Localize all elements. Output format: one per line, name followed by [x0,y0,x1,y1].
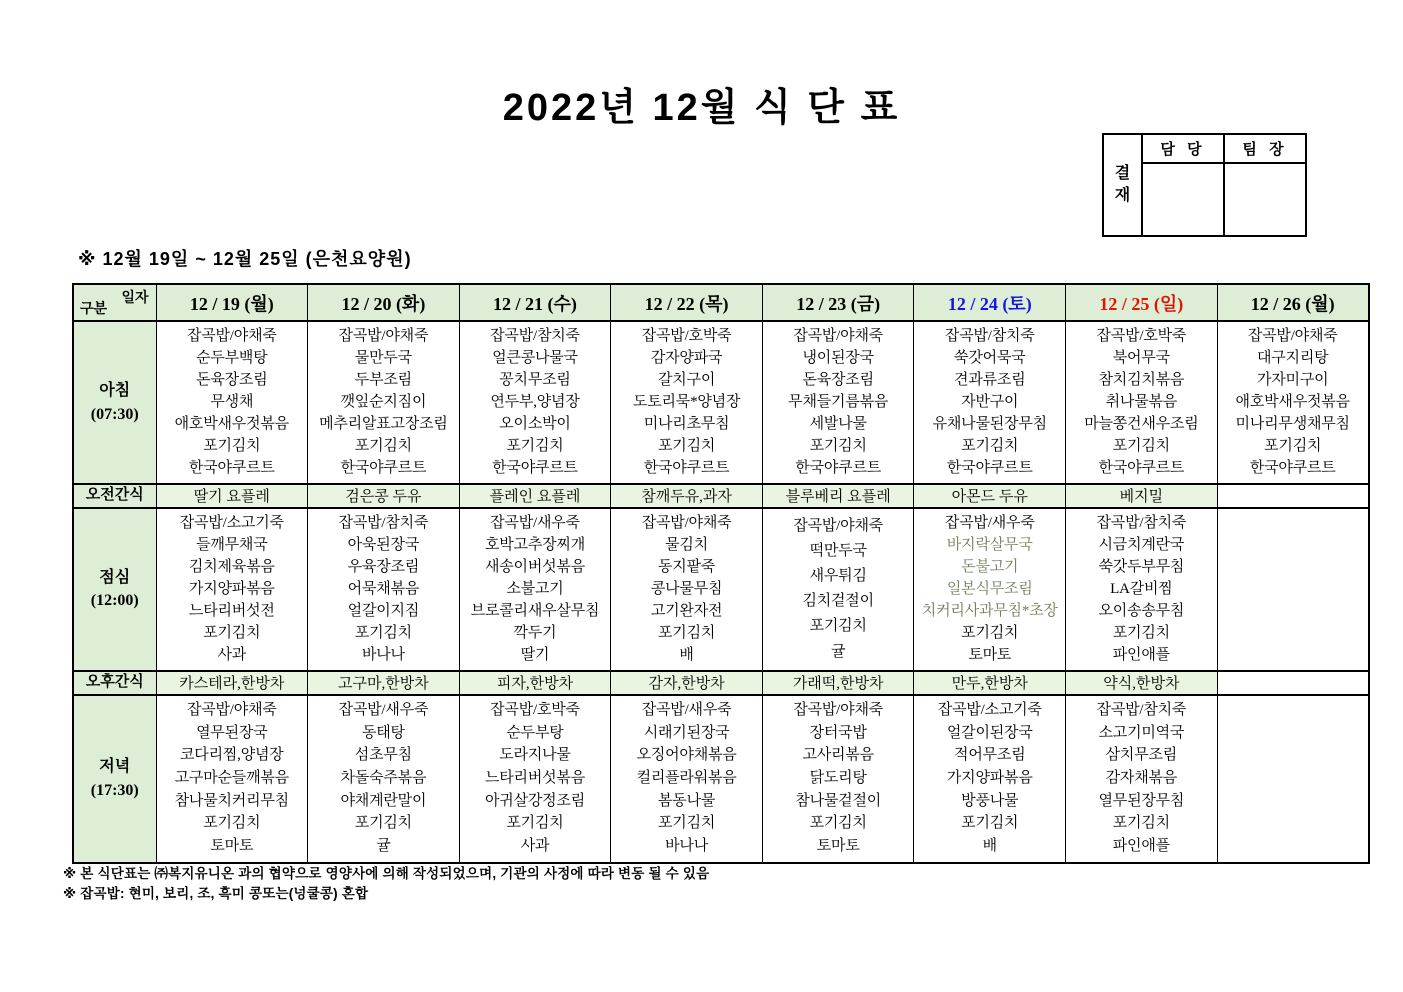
week-range-subtitle: ※ 12월 19일 ~ 12월 25일 (은천요양원) [78,249,412,269]
menu-item: 떡만두국 [809,543,867,560]
menu-item: 두부조림 [354,372,412,388]
menu-item: 딸기 [520,646,550,663]
breakfast-cell [1217,321,1369,484]
menu-item: 꽁치무조림 [499,372,571,388]
dinner-cell [459,695,611,863]
menu-item: 갈치구이 [657,372,716,388]
menu-item: 잡곡밥/새우죽 [490,514,580,531]
menu-item: 잡곡밥/새우죽 [641,702,732,719]
menu-item: 동지팥죽 [657,558,716,575]
menu-item: 자반구이 [961,394,1019,410]
menu-item: 잡곡밥/새우죽 [944,514,1035,531]
approval-role-teamlead: 팀 장 [1224,134,1306,163]
menu-item: 한국야쿠르트 [188,460,275,476]
menu-item: 소고기미역국 [1098,724,1185,741]
menu-item: 들깨무채국 [196,536,268,553]
menu-item: 잡곡밥/호박죽 [490,702,580,719]
menu-item: 토마토 [816,837,860,854]
menu-item: 잡곡밥/호박죽 [1096,328,1187,344]
dinner-cell [156,695,308,863]
menu-item: 고구마순들깨볶음 [174,770,289,786]
breakfast-cell [1066,321,1218,484]
menu-item: 닭도리탕 [809,770,867,786]
menu-item: 잡곡밥/야채죽 [338,328,429,344]
date-header: 12 / 24 (토) [914,284,1066,321]
menu-item: 새우튀김 [809,568,867,585]
breakfast-cell [308,321,460,484]
menu-item: 파인애플 [1112,837,1170,854]
breakfast-cell [611,321,763,484]
menu-item: 무채들기름볶음 [788,394,889,410]
menu-table-body [73,321,1369,863]
afternoon-snack-cell [1217,671,1369,695]
menu-item: 한국야쿠르트 [1098,460,1185,476]
date-header: 12 / 21 (수) [459,284,611,321]
menu-item: 잡곡밥/호박죽 [641,328,732,344]
row-label-afternoon-snack: 오후간식 [73,671,156,695]
menu-item: 한국야쿠르트 [492,460,578,476]
menu-item: 잡곡밥/소고기죽 [937,702,1042,719]
menu-item: 잡곡밥/참치죽 [490,328,580,344]
menu-item: 포기김치 [961,815,1019,832]
menu-item: 애호박새우젓볶음 [174,416,289,432]
lunch-cell [308,508,460,671]
menu-item: 감자양파국 [650,350,723,366]
afternoon-snack-cell: 카스테라,한방차 [156,671,308,695]
menu-item: 포기김치 [354,438,412,454]
date-header: 12 / 25 (일) [1066,284,1218,321]
breakfast-cell [762,321,914,484]
menu-item: 포기김치 [1112,815,1170,832]
menu-item: 일본식무조림 [946,580,1033,597]
menu-item: 적어무조림 [954,747,1026,764]
menu-item: 잡곡밥/새우죽 [338,702,429,719]
dinner-cell [1217,695,1369,863]
menu-table-head [73,284,1369,321]
menu-item: 고기완자전 [650,602,723,619]
menu-item: 방풍나물 [961,792,1019,809]
menu-item: 쑥갓두부무침 [1098,558,1185,575]
menu-item: LA갈비찜 [1110,580,1173,597]
menu-item: 잡곡밥/야채죽 [186,702,277,719]
approval-label: 결재 [1103,134,1142,236]
menu-item: 잡곡밥/야채죽 [793,702,884,719]
lunch-cell [156,508,308,671]
menu-item: 토마토 [968,646,1012,663]
menu-item: 애호박새우젓볶음 [1235,394,1350,410]
menu-item: 삼치무조림 [1105,747,1178,764]
menu-item: 오이소박이 [499,416,571,432]
menu-item: 포기김치 [203,438,261,454]
table-row-morning-snack [73,484,1369,508]
menu-item: 취나물볶음 [1105,394,1178,410]
menu-item: 잡곡밥/야채죽 [1247,328,1338,344]
menu-item: 포기김치 [809,438,867,454]
date-header: 12 / 20 (화) [308,284,460,321]
menu-item: 대구지리탕 [1256,350,1329,366]
menu-item: 잡곡밥/참치죽 [1096,514,1187,531]
footnotes [63,864,709,904]
menu-item: 포기김치 [809,618,867,635]
menu-item: 김치겉절이 [802,593,874,610]
menu-item: 차돌숙주볶음 [340,770,427,786]
menu-item: 잡곡밥/참치죽 [944,328,1035,344]
menu-item: 도토리묵*양념장 [632,394,741,410]
menu-item: 바지락살무국 [946,536,1033,553]
menu-item: 브로콜리새우살무침 [470,602,600,619]
corner-date-label: 일자 [121,291,149,306]
menu-item: 유채나물된장무침 [932,416,1047,432]
table-row-afternoon-snack [73,671,1369,695]
menu-item: 얼큰콩나물국 [492,350,578,366]
menu-item: 오이송송무침 [1098,602,1185,619]
morning-snack-cell: 플레인 요플레 [459,484,611,508]
menu-item: 사과 [217,646,247,663]
menu-item: 느타리버섯볶음 [484,770,585,786]
menu-item: 깻잎순지짐이 [340,394,427,410]
menu-item: 가자미구이 [1256,372,1329,388]
menu-item: 얼갈이된장국 [946,724,1033,741]
menu-item: 잡곡밥/참치죽 [338,514,429,531]
menu-item: 순두부탕 [506,724,564,741]
menu-item: 열무된장국 [196,724,268,741]
row-label-morning-snack: 오전간식 [73,484,156,508]
row-label-lunch: 점심 (12:00) [73,508,156,671]
morning-snack-cell: 딸기 요플레 [156,484,308,508]
menu-item: 세발나물 [809,416,867,432]
menu-item: 새송이버섯볶음 [484,558,585,575]
footnote-line: ※ 잡곡밥: 현미, 보리, 조, 흑미 콩또는(넝쿨콩) 혼합 [63,886,369,901]
menu-item: 포기김치 [1264,438,1322,454]
approval-role-manager: 담 당 [1142,134,1224,163]
dinner-cell [308,695,460,863]
menu-item: 어묵채볶음 [347,580,420,597]
dinner-cell [611,695,763,863]
menu-item: 바나나 [665,837,709,854]
menu-item: 치커리사과무침*초장 [921,602,1058,619]
lunch-cell [611,508,763,671]
date-header: 12 / 23 (금) [762,284,914,321]
lunch-cell [459,508,611,671]
menu-item: 연두부,양념장 [490,394,580,410]
approval-sign-cell-manager [1142,163,1224,236]
menu-item: 잡곡밥/야채죽 [641,514,732,531]
morning-snack-cell: 참깨두유,과자 [611,484,763,508]
date-header: 12 / 26 (월) [1217,284,1369,321]
menu-item: 얼갈이지짐 [347,602,420,619]
menu-item: 잡곡밥/야채죽 [793,517,884,534]
menu-item: 배 [679,646,694,663]
menu-item: 토마토 [210,837,254,854]
date-header: 12 / 22 (목) [611,284,763,321]
menu-item: 감자채볶음 [1105,770,1178,786]
dinner-cell [762,695,914,863]
menu-item: 사과 [520,837,550,854]
date-header: 12 / 19 (월) [156,284,308,321]
menu-item: 포기김치 [1112,624,1170,641]
menu-item: 고사리볶음 [802,747,874,764]
corner-category-label: 구분 [80,302,108,317]
row-label-dinner: 저녁 (17:30) [73,695,156,863]
afternoon-snack-cell: 만두,한방차 [914,671,1066,695]
menu-item: 아욱된장국 [347,536,420,553]
menu-item: 냉이된장국 [802,350,874,366]
dinner-cell [1066,695,1218,863]
lunch-cell [914,508,1066,671]
menu-item: 시금치계란국 [1098,536,1185,553]
menu-item: 포기김치 [203,624,261,641]
menu-item: 한국야쿠르트 [643,460,730,476]
menu-item: 물만두국 [354,350,412,366]
menu-item: 메추리알표고장조림 [319,416,448,432]
breakfast-cell [156,321,308,484]
menu-item: 참치김치볶음 [1098,372,1185,388]
afternoon-snack-cell: 고구마,한방차 [308,671,460,695]
approval-box [1102,133,1307,237]
menu-item: 소불고기 [506,580,564,597]
menu-item: 한국야쿠르트 [946,460,1033,476]
menu-item: 참나물겉절이 [795,792,882,809]
menu-item: 야채계란말이 [340,792,427,809]
lunch-cell [1066,508,1218,671]
table-row-breakfast [73,321,1369,484]
menu-item: 포기김치 [203,815,261,832]
menu-item: 견과류조림 [954,372,1026,388]
menu-item: 포기김치 [961,624,1019,641]
morning-snack-cell: 베지밀 [1066,484,1218,508]
menu-item: 오징어야채볶음 [636,747,737,764]
menu-item: 콩나물무침 [650,580,723,597]
menu-item: 잡곡밥/참치죽 [1096,702,1187,719]
afternoon-snack-cell: 가래떡,한방차 [762,671,914,695]
menu-item: 김치제육볶음 [188,558,275,575]
menu-item: 가지양파볶음 [188,580,275,597]
menu-item: 파인애플 [1112,646,1170,663]
menu-item: 코다리찜,양념장 [180,747,284,764]
afternoon-snack-cell: 약식,한방차 [1066,671,1218,695]
menu-item: 돈육장조림 [802,372,874,388]
menu-item: 포기김치 [657,438,716,454]
menu-item: 한국야쿠르트 [340,460,427,476]
menu-item: 잡곡밥/야채죽 [793,328,884,344]
menu-item: 포기김치 [354,815,412,832]
dinner-cell [914,695,1066,863]
row-label-breakfast: 아침 (07:30) [73,321,156,484]
menu-item: 섬초무침 [354,747,412,764]
page-title: 2022년 12월 식 단 표 [502,87,901,129]
morning-snack-cell [1217,484,1369,508]
menu-item: 포기김치 [809,815,867,832]
menu-item: 동태탕 [361,724,405,741]
menu-item: 마늘쫑건새우조림 [1084,416,1199,432]
menu-item: 가지양파볶음 [946,770,1033,786]
morning-snack-cell: 아몬드 두유 [914,484,1066,508]
menu-item: 돈육장조림 [196,372,268,388]
menu-item: 포기김치 [961,438,1019,454]
menu-item: 컬리플라워볶음 [636,770,737,786]
menu-item: 봄동나물 [657,792,716,809]
menu-item: 한국야쿠르트 [795,460,882,476]
menu-item: 포기김치 [657,624,716,641]
menu-item: 포기김치 [506,815,564,832]
table-row-dinner [73,695,1369,863]
menu-item: 열무된장무침 [1098,792,1185,809]
menu-item: 포기김치 [354,624,412,641]
approval-sign-cell-teamlead [1224,163,1306,236]
menu-item: 쑥갓어묵국 [954,350,1026,366]
menu-item: 귤 [376,837,391,854]
morning-snack-cell: 블루베리 요플레 [762,484,914,508]
morning-snack-cell: 검은콩 두유 [308,484,460,508]
lunch-cell [762,508,914,671]
menu-item: 바나나 [361,646,405,663]
menu-item: 잡곡밥/야채죽 [186,328,277,344]
menu-item: 호박고추장찌개 [484,536,585,553]
breakfast-cell [459,321,611,484]
menu-item: 포기김치 [506,438,564,454]
menu-item: 시래기된장국 [643,724,730,741]
breakfast-cell [914,321,1066,484]
menu-item: 미나리초무침 [643,416,730,432]
menu-item: 한국야쿠르트 [1249,460,1336,476]
lunch-cell [1217,508,1369,671]
menu-item: 포기김치 [657,815,716,832]
menu-item: 도라지나물 [499,747,571,764]
menu-item: 장터국밥 [809,724,867,741]
menu-item: 미나리무생채무침 [1235,416,1350,432]
menu-item: 순두부백탕 [196,350,268,366]
menu-item: 아귀살강정조림 [484,792,585,809]
corner-cell [73,284,156,321]
menu-item: 돈불고기 [961,558,1019,575]
footnote-line: ※ 본 식단표는 ㈜복지유니온 과의 협약으로 영양사에 의해 작성되었으며, 기관의 사정에 따라 변동 될 수 있음 [63,866,710,881]
menu-item: 무생채 [210,394,254,410]
afternoon-snack-cell: 피자,한방차 [459,671,611,695]
menu-item: 깍두기 [513,624,557,641]
menu-item: 참나물치커리무침 [174,792,289,809]
menu-item: 물김치 [665,536,709,553]
menu-item: 잡곡밥/소고기죽 [179,514,284,531]
menu-item: 귤 [831,643,846,660]
menu-item: 포기김치 [1112,438,1170,454]
table-row-lunch [73,508,1369,671]
afternoon-snack-cell: 감자,한방차 [611,671,763,695]
menu-item: 느타리버섯전 [188,602,275,619]
menu-item: 우육장조림 [347,558,420,575]
menu-item: 배 [982,837,997,854]
menu-item: 북어무국 [1112,350,1170,366]
menu-table [72,283,1370,864]
